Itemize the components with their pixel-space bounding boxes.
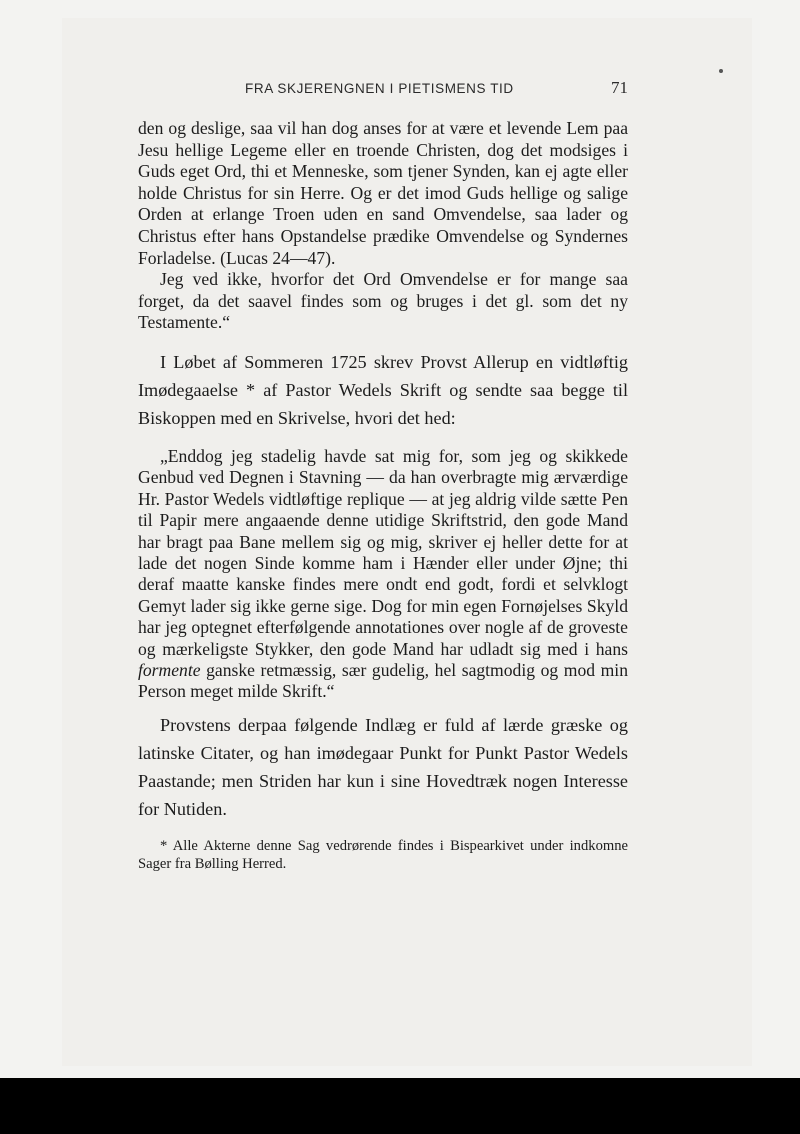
quote-text-part-2: ganske retmæssig, sær gudelig, hel sagtmodig og mod min Person meget milde Skrift.“ [138,660,628,702]
footnote: * Alle Akterne denne Sag vedrørende findes i Bispearkivet under indkomne Sager fra Bølling Herred. [138,837,628,872]
paragraph-1: den og deslige, saa vil han dog anses for at være et levende Lem paa Jesu hellige Legeme eller en troende Christen, dog det modsiges i Guds eget Ord, thi et Menneske, som tjener Synden, kan ej agte eller holde Christus for sin Herre. Og er det imod Guds hellige og salige Orden at erlange Troen uden en sand Omvendelse, saa lader og Christus efter hans Opstandelse prædike Omvendelse og Syndernes Forladelse. (Lucas 24—47). [138,118,628,268]
paragraph-3: I Løbet af Sommeren 1725 skrev Provst Allerup en vidtløftig Imødegaaelse * af Pastor Wedels Skrift og sendte saa begge til Biskoppen med en Skrivelse, hvori det hed: [138,351,628,428]
quote-text-part-1: „Enddog jeg stadelig havde sat mig for, som jeg og skikkede Genbud ved Degnen i Stavning — da han overbragte mig ærværdige Hr. Pastor Wedels vidtløftige replique — at jeg aldrig vilde sætte Pen til Papir mere angaaende denne utidige Skriftstrid, den gode Mand har bragt paa Bane mellem sig og mig, skriver ej heller dette for at lade det nogen Sinde komme ham i Hænder eller under Øjne; thi deraf maatte kanske findes mere ondt end godt, fordi et selvklogt Gemyt lader sig ikke gerne sige. Dog for min egen Fornøjelses Skyld har jeg optegnet efterfølgende annotationes over nogle af de groveste og mærkeligste Stykker, den gode Mand har udladt sig med i hans [138,445,628,659]
black-bottom-band [0,1078,800,1134]
page-header [138,78,628,102]
paragraph-2: Jeg ved ikke, hvorfor det Ord Omvendelse er for mange saa forget, da det saavel findes som og bruges i det gl. som det ny Testamente.“ [138,269,628,333]
body-text [138,118,628,873]
scan-speck [719,69,723,73]
paragraph-5: Provstens derpaa følgende Indlæg er fuld af lærde græske og latinske Citater, og han imødegaar Punkt for Punkt Pastor Wedels Paastande; men Striden har kun i sine Hovedtræk nogen Interesse for Nutiden. [138,714,628,819]
paragraph-4-quote [138,446,628,703]
quote-emphasis: formente [138,660,201,680]
running-title: FRA SKJERENGNEN I PIETISMENS TID [245,81,514,96]
page-number: 71 [611,78,628,97]
